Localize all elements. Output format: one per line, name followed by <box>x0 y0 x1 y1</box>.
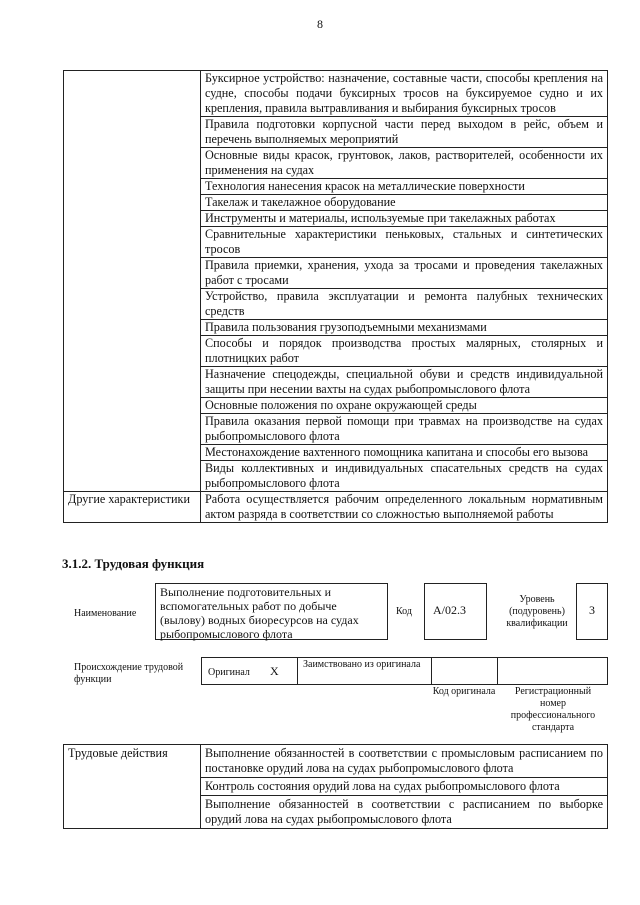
function-name-box <box>155 583 388 640</box>
knowledge-item: Правила пользования грузоподъемными механизмами <box>201 320 608 336</box>
table-row <box>64 398 608 414</box>
table-row <box>64 211 608 227</box>
left-cell <box>64 336 201 367</box>
left-cell <box>64 71 201 117</box>
table-row <box>64 445 608 461</box>
labor-action-item: Выполнение обязанностей в соответствии с расписанием по выборке орудий лова на судах рыбопромыслового флота <box>201 796 608 829</box>
left-cell <box>64 179 201 195</box>
level-label: Уровень (подуровень) квалификации <box>506 594 568 629</box>
page-number: 8 <box>317 17 323 31</box>
left-cell <box>64 461 201 492</box>
left-cell <box>64 117 201 148</box>
function-name-value: Выполнение подготовительных и вспомогательных работ по добыче (вылову) водных биоресурсов на судах рыбопромыслового флота <box>160 585 359 641</box>
knowledge-item: Сравнительные характеристики пеньковых, стальных и синтетических тросов <box>201 227 608 258</box>
knowledge-item: Назначение спецодежды, специальной обуви и средств индивидуальной защиты при несении вахты на судах рыбопромыслового флота <box>201 367 608 398</box>
table-row <box>64 227 608 258</box>
left-cell <box>64 148 201 179</box>
code-label: Код <box>396 606 412 617</box>
left-cell <box>64 227 201 258</box>
knowledge-item: Технология нанесения красок на металлические поверхности <box>201 179 608 195</box>
knowledge-item: Местонахождение вахтенного помощника капитана и способы его вызова <box>201 445 608 461</box>
section-title: 3.1.2. Трудовая функция <box>62 556 205 571</box>
table-row <box>64 195 608 211</box>
knowledge-item: Устройство, правила эксплуатации и ремонта палубных технических средств <box>201 289 608 320</box>
knowledge-item: Буксирное устройство: назначение, составные части, способы крепления на судне, способы подачи буксирных тросов на буксируемое судно и их крепления, правила вытравливания и выбирания буксирных тросов <box>201 71 608 117</box>
borrowed-label: Заимствовано из оригинала <box>303 659 421 670</box>
table-row <box>64 179 608 195</box>
table-row <box>64 117 608 148</box>
other-characteristics-value: Работа осуществляется рабочим определенного локальным нормативным актом разряда в соответствии со сложностью выполняемой работы <box>201 492 608 523</box>
table-row <box>64 336 608 367</box>
name-label: Наименование <box>74 608 137 619</box>
code-box <box>424 583 487 640</box>
origin-divider-3 <box>497 657 498 685</box>
table-row <box>64 148 608 179</box>
other-characteristics-label: Другие характеристики <box>64 492 201 523</box>
knowledge-item: Основные виды красок, грунтовок, лаков, растворителей, особенности их применения на судах <box>201 148 608 179</box>
left-cell <box>64 367 201 398</box>
table-row <box>64 71 608 117</box>
level-value: 3 <box>589 603 595 617</box>
table-row <box>64 461 608 492</box>
table-row <box>64 414 608 445</box>
knowledge-item: Правила подготовки корпусной части перед выходом в рейс, объем и перечень выполняемых мероприятий <box>201 117 608 148</box>
knowledge-item: Способы и порядок производства простых малярных, столярных и плотницких работ <box>201 336 608 367</box>
knowledge-item: Такелаж и такелажное оборудование <box>201 195 608 211</box>
table-row <box>64 289 608 320</box>
left-cell <box>64 289 201 320</box>
left-cell <box>64 445 201 461</box>
knowledge-item: Инструменты и материалы, используемые при такелажных работах <box>201 211 608 227</box>
level-box <box>576 583 608 640</box>
left-cell <box>64 258 201 289</box>
table-row <box>64 258 608 289</box>
other-characteristics-row <box>64 492 608 523</box>
knowledge-item: Виды коллективных и индивидуальных спасательных средств на судах рыбопромыслового флота <box>201 461 608 492</box>
original-label: Оригинал <box>208 667 250 678</box>
left-cell <box>64 195 201 211</box>
knowledge-item: Правила оказания первой помощи при травмах на производстве на судах рыбопромыслового флота <box>201 414 608 445</box>
labor-actions-table <box>63 744 608 829</box>
code-value: A/02.3 <box>433 603 466 617</box>
knowledge-item: Основные положения по охране окружающей среды <box>201 398 608 414</box>
origin-divider-2 <box>431 657 432 685</box>
left-cell <box>64 211 201 227</box>
table-row <box>64 367 608 398</box>
labor-actions-label: Трудовые действия <box>64 745 201 829</box>
labor-action-item: Выполнение обязанностей в соответствии с промысловым расписанием по постановке орудий лова на судах рыбопромыслового флота <box>201 745 608 778</box>
left-cell <box>64 398 201 414</box>
reg-number-label: Регистрационный номер профессионального стандарта <box>510 686 596 733</box>
knowledge-item: Правила приемки, хранения, ухода за тросами и проведения такелажных работ с тросами <box>201 258 608 289</box>
labor-action-item: Контроль состояния орудий лова на судах рыбопромыслового флота <box>201 778 608 796</box>
left-cell <box>64 414 201 445</box>
origin-divider-1 <box>297 657 298 685</box>
code-original-label: Код оригинала <box>432 686 496 697</box>
origin-label: Происхождение трудовой функции <box>74 662 184 685</box>
table-row <box>64 745 608 778</box>
knowledge-table <box>63 70 608 523</box>
table-row <box>64 320 608 336</box>
left-cell <box>64 320 201 336</box>
original-mark: X <box>270 664 279 678</box>
